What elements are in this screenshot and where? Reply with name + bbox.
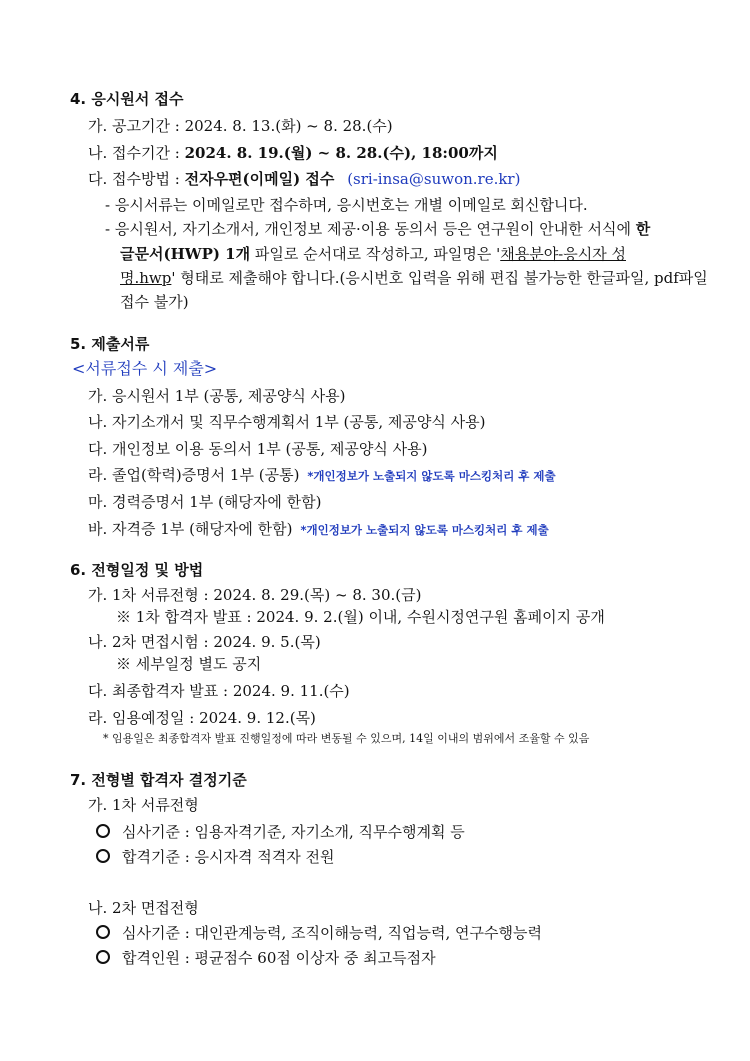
s7-second-item-1-text: 심사기준 : 대인관계능력, 조직이해능력, 직업능력, 연구수행능력: [122, 924, 542, 942]
section-6-title: 6. 전형일정 및 방법: [70, 561, 204, 579]
s5-item-2: 나. 자기소개서 및 직무수행계획서 1부 (공통, 제공양식 사용): [88, 413, 486, 431]
s4-bullet-2-line-1: [105, 219, 650, 239]
s4-bullet-1: - 응시서류는 이메일로만 접수하며, 응시번호는 개별 이메일로 회신합니다.: [105, 196, 588, 214]
s5-item-5: 마. 경력증명서 1부 (해당자에 한함): [88, 493, 322, 511]
s7-first-screening: 가. 1차 서류전형: [88, 796, 199, 814]
s4-b2-text-3: ' 형태로 제출해야 합니다.(응시번호 입력을 위해 편집 불가능한 한글파일, pdf파일: [171, 269, 708, 287]
s5-mask-note: *개인정보가 노출되지 않도록 마스킹처리 후 제출: [307, 469, 556, 483]
s5-item-4-text: 라. 졸업(학력)증명서 1부 (공통): [88, 466, 300, 484]
s5-item-3: 다. 개인정보 이용 동의서 1부 (공통, 제공양식 사용): [88, 440, 428, 458]
s5-item-6: [88, 519, 549, 540]
circle-bullet-icon: [96, 950, 110, 964]
s7-first-item-2: [96, 847, 335, 867]
s4-email-link[interactable]: (sri-insa@suwon.re.kr): [347, 170, 521, 188]
s4-period: 가. 공고기간 : 2024. 8. 13.(화) ~ 8. 28.(수): [88, 117, 393, 135]
s7-first-item-1: [96, 822, 465, 842]
s5-item-1: 가. 응시원서 1부 (공통, 제공양식 사용): [88, 387, 346, 405]
section-7-title: 7. 전형별 합격자 결정기준: [70, 771, 247, 789]
section-4-title: 4. 응시원서 접수: [70, 90, 184, 108]
section-5-title: 5. 제출서류: [70, 335, 150, 353]
s6-first-screening-note: ※ 1차 합격자 발표 : 2024. 9. 2.(월) 이내, 수원시정연구원 홈페이지 공개: [116, 608, 605, 626]
s5-subtitle: <서류접수 시 제출>: [72, 359, 218, 378]
s4-b2-text: - 응시원서, 자기소개서, 개인정보 제공·이용 동의서 등은 연구원이 안내한 서식에: [105, 220, 636, 238]
s4-b2-hwp: 글문서(HWP) 1개: [120, 245, 251, 263]
s4-bullet-2-line-4: 접수 불가): [120, 293, 189, 311]
s4-b2-bold: 한: [635, 220, 651, 238]
s5-item-4: [88, 465, 556, 486]
s4-b2-filename-2: 명.hwp: [120, 269, 172, 287]
s4-receipt-label: 나. 접수기간 :: [88, 144, 185, 162]
s5-item-6-text: 바. 자격증 1부 (해당자에 한함): [88, 520, 293, 538]
s4-receipt-period: [88, 143, 498, 163]
s5-mask-note-2: *개인정보가 노출되지 않도록 마스킹처리 후 제출: [300, 523, 549, 537]
s7-second-item-2: [96, 948, 436, 968]
s7-first-item-2-text: 합격기준 : 응시자격 적격자 전원: [122, 848, 335, 866]
s6-footnote: * 임용일은 최종합격자 발표 진행일정에 따라 변동될 수 있으며, 14일 이내의 범위에서 조율할 수 있음: [103, 732, 590, 745]
s6-interview: 나. 2차 면접시험 : 2024. 9. 5.(목): [88, 633, 321, 651]
circle-bullet-icon: [96, 849, 110, 863]
s4-b2-text-2: 파일로 순서대로 작성하고, 파일명은 ': [250, 245, 501, 263]
s4-receipt-method: [88, 169, 520, 189]
s6-first-screening: 가. 1차 서류전형 : 2024. 8. 29.(목) ~ 8. 30.(금): [88, 586, 422, 604]
s7-second-interview: 나. 2차 면접전형: [88, 899, 199, 917]
s7-first-item-1-text: 심사기준 : 임용자격기준, 자기소개, 직무수행계획 등: [122, 823, 465, 841]
s4-method-value: 전자우편(이메일) 접수: [184, 170, 335, 188]
s6-appointment-date: 라. 임용예정일 : 2024. 9. 12.(목): [88, 709, 316, 727]
s6-interview-note: ※ 세부일정 별도 공지: [116, 655, 262, 673]
s7-second-item-2-text: 합격인원 : 평균점수 60점 이상자 중 최고득점자: [122, 949, 436, 967]
s7-second-item-1: [96, 923, 542, 943]
s4-method-label: 다. 접수방법 :: [88, 170, 185, 188]
circle-bullet-icon: [96, 925, 110, 939]
s4-bullet-2-line-3: [120, 268, 708, 288]
s4-bullet-2-line-2: [120, 244, 626, 264]
s4-receipt-value: 2024. 8. 19.(월) ~ 8. 28.(수), 18:00까지: [184, 144, 498, 162]
circle-bullet-icon: [96, 824, 110, 838]
s4-b2-filename: 채용분야-응시자 성: [500, 245, 626, 263]
s6-final-announcement: 다. 최종합격자 발표 : 2024. 9. 11.(수): [88, 682, 350, 700]
